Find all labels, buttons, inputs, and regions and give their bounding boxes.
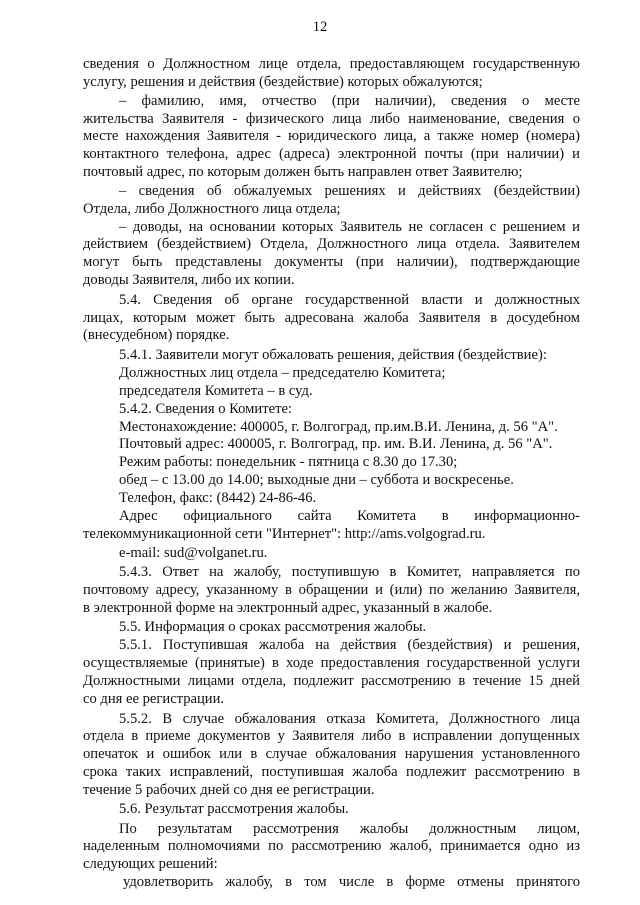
text-line: отдела в приеме документов у Заявителя либо в исправлении допущенных [83, 728, 580, 745]
text-line: 5.4. Сведения об органе государственной власти и должностных [119, 291, 580, 308]
text-line: срока таких исправлений, поступившая жалоба подлежит рассмотрению в [83, 764, 580, 781]
text-line: течение 5 рабочих дней со дня ее регистрации. [83, 782, 375, 798]
text-line: почтовый адрес, по которым должен быть направлен ответ Заявителю; [83, 164, 523, 180]
text-line: следующих решений: [83, 856, 218, 873]
text-line: удовлетворить жалобу, в том числе в форме отмены принятого [123, 874, 580, 890]
text-line: По результатам рассмотрения жалобы должностным лицом, [119, 820, 580, 837]
text-line: председателя Комитета – в суд. [119, 382, 313, 399]
text-line: осуществляемые (принятые) в ходе предоставления государственной услуги [83, 655, 580, 672]
text-line: доводы Заявителя, либо их копии. [83, 272, 295, 288]
text-line: в электронной форме на электронный адрес, указанный в жалобе. [83, 599, 493, 616]
text-line: 5.5. Информация о сроках рассмотрения жалобы. [119, 618, 427, 635]
text-line: 5.6. Результат рассмотрения жалобы. [119, 800, 349, 817]
page-number: 12 [312, 19, 328, 35]
text-line: 5.5.1. Поступившая жалоба на действия (бездействия) и решения, [119, 637, 580, 654]
text-line: жительства Заявителя - физического лица либо наименование, сведения о [83, 110, 580, 127]
text-line: 5.4.2. Сведения о Комитете: [119, 400, 292, 417]
text-line: сведения о Должностном лице отдела, предоставляющем государственную [83, 56, 580, 72]
text-line: Должностных лиц отдела – председателю Комитета; [119, 365, 446, 381]
text-line: действием (бездействием) Отдела, Должностного лица отдела. Заявителем [83, 236, 580, 253]
text-line: контактного телефона, адрес (адреса) электронной почты (при наличии) и [83, 146, 580, 163]
text-line: 5.4.1. Заявители могут обжаловать решения, действия (бездействие): [119, 347, 547, 364]
text-line: – сведения об обжалуемых решениях и действиях (бездействии) [119, 182, 580, 199]
text-line: 5.4.3. Ответ на жалобу, поступившую в Комитет, направляется по [119, 564, 580, 581]
text-line: со дня ее регистрации. [83, 690, 225, 707]
text-line: могут быть представлены документы (при наличии), подтверждающие [83, 254, 580, 271]
text-line: – доводы, на основании которых Заявитель не согласен с решением и [119, 218, 580, 235]
text-line: Должностными лицами отдела, подлежит рассмотрению в течение 15 дней [83, 673, 580, 689]
text-line: Отдела, либо Должностного лица отдела; [83, 200, 341, 217]
text-line: Телефон, факс: (8442) 24-86-46. [119, 489, 317, 506]
text-line: Почтовый адрес: 400005, г. Волгоград, пр. им. В.И. Ленина, д. 56 "А". [119, 436, 553, 453]
text-line: наделенным полномочиями по рассмотрению жалоб, принимается одно из [83, 838, 580, 855]
email-line: e-mail: sud@volganet.ru. [119, 545, 268, 562]
text-line: 5.5.2. В случае обжалования отказа Комитета, Должностного лица [119, 710, 580, 727]
text-line: месте нахождения Заявителя - юридического лица, а также номер (номера) [83, 128, 580, 145]
text-line: (внесудебном) порядке. [83, 327, 230, 344]
text-line: опечаток и ошибок или в случае обжалования нарушения установленного [83, 746, 580, 763]
text-line: обед – с 13.00 до 14.00; выходные дни – суббота и воскресенье. [119, 472, 514, 488]
text-line: услугу, решения и действия (бездействие) которых обжалуются; [83, 73, 483, 90]
text-line: Режим работы: понедельник - пятница с 8.30 до 17.30; [119, 454, 458, 471]
text-line: лицах, которым может быть адресована жалоба Заявителя в досудебном [83, 309, 580, 326]
text-line: телекоммуникационной сети "Интернет": http://ams.volgograd.ru. [83, 525, 486, 542]
text-line: Адрес официального сайта Комитета в информационно- [119, 507, 580, 524]
text-line: почтовому адресу, указанному в обращении и (или) по желанию Заявителя, [83, 581, 580, 598]
text-line: Местонахождение: 400005, г. Волгоград, пр.им.В.И. Ленина, д. 56 "А". [119, 418, 558, 435]
text-line: – фамилию, имя, отчество (при наличии), сведения о месте [119, 92, 580, 109]
